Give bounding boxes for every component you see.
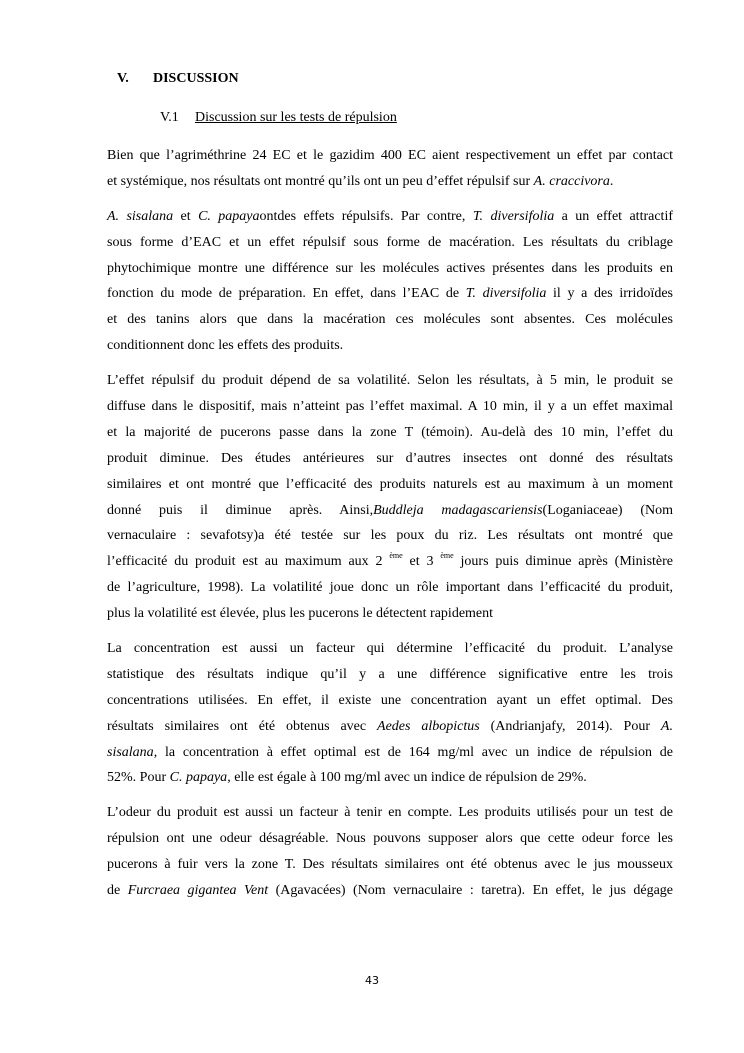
text-line: L’odeur du produit est aussi un facteur à tenir en compte. Les produits utilisés pour un test de: [107, 805, 673, 821]
text-line: vernaculaire : sevafotsy)a été testée sur les poux du riz. Les résultats ont montré que: [107, 528, 673, 544]
paragraph-4: [107, 636, 673, 791]
text-line: concentrations utilisées. En effet, il existe une concentration ayant un effet optimal. Des: [107, 692, 673, 708]
text-line: l’efficacité du produit est au maximum aux 2 $^{ème}$ et 3 $^{ème}$ jours puis diminue après (Ministère: [107, 551, 673, 570]
paragraph-3: [107, 368, 673, 627]
section-heading: [117, 70, 239, 88]
text-line: et systémique, nos résultats ont montré qu’ils ont un peu d’effet répulsif sur A. craccivora.: [107, 173, 614, 189]
text-line: Bien que l’agriméthrine 24 EC et le gazidim 400 EC aient respectivement un effet par contact: [107, 148, 673, 163]
text-line: statistique des résultats indique qu’il y a une différence significative entre les trois: [107, 666, 673, 682]
text-line: diffuse dans le dispositif, mais n’atteint pas l’effet maximal. A 10 min, il y a un effet maximal: [107, 399, 673, 415]
subsection-title: Discussion sur les tests de répulsion: [195, 110, 397, 125]
text-line: A. sisalana et C. papayaontdes effets répulsifs. Par contre, T. diversifolia a un effet attractif: [107, 208, 673, 224]
text-line: L’effet répulsif du produit dépend de sa volatilité. Selon les résultats, à 5 min, le produit se: [107, 373, 673, 389]
subsection-number: V.1: [160, 110, 179, 125]
text-line: de l’agriculture, 1998). La volatilité joue donc un rôle important dans l’efficacité du produit,: [107, 580, 673, 596]
text-line: sous forme d’EAC et un effet répulsif sous forme de macération. Les résultats du criblage: [107, 234, 673, 250]
subsection-heading: [160, 109, 397, 127]
paragraph-2: [107, 204, 673, 359]
paragraph-5: [107, 800, 673, 904]
text-line: résultats similaires ont été obtenus avec Aedes albopictus (Andrianjafy, 2014). Pour A.: [107, 718, 673, 734]
section-title: DISCUSSION: [153, 71, 239, 86]
paragraph-1: [107, 143, 673, 195]
text-line: pucerons à fuir vers la zone T. Des résultats similaires ont été obtenus avec le jus mousseux: [107, 857, 673, 873]
text-line: conditionnent donc les effets des produits.: [107, 338, 344, 354]
text-line: répulsion ont une odeur désagréable. Nous pouvons supposer alors que cette odeur force les: [107, 831, 673, 847]
text-line: fonction du mode de préparation. En effet, dans l’EAC de T. diversifolia il y a des irridoïdes: [107, 286, 673, 302]
text-line: La concentration est aussi un facteur qui détermine l’efficacité du produit. L’analyse: [107, 641, 673, 657]
section-number: V.: [117, 71, 129, 86]
text-line: similaires et ont montré que l’efficacité des produits naturels est au maximum à un moment: [107, 476, 673, 492]
text-line: et des tanins alors que dans la macération ces molécules sont absentes. Ces molécules: [107, 312, 673, 328]
text-line: et la majorité de pucerons passe dans la zone T (témoin). Au-delà des 10 min, l’effet du: [107, 424, 673, 440]
text-line: donné puis il diminue après. Ainsi,Buddleja madagascariensis(Loganiaceae) (Nom: [107, 502, 673, 518]
text-line: plus la volatilité est élevée, plus les pucerons le détectent rapidement: [107, 606, 494, 622]
text-line: phytochimique montre une différence sur les molécules actives présentes dans les produits en: [107, 260, 673, 276]
body-text: [107, 143, 673, 913]
page-number: 43: [365, 974, 379, 987]
text-line: 52%. Pour C. papaya, elle est égale à 100 mg/ml avec un indice de répulsion de 29%.: [107, 770, 587, 786]
text-line: de Furcraea gigantea Vent (Agavacées) (Nom vernaculaire : taretra). En effet, le jus dégage: [107, 883, 674, 899]
text-line: sisalana, la concentration à effet optimal est de 164 mg/ml avec un indice de répulsion de: [107, 744, 673, 760]
text-line: produit diminue. Des études antérieures sur d’autres insectes ont donné des résultats: [107, 450, 673, 466]
